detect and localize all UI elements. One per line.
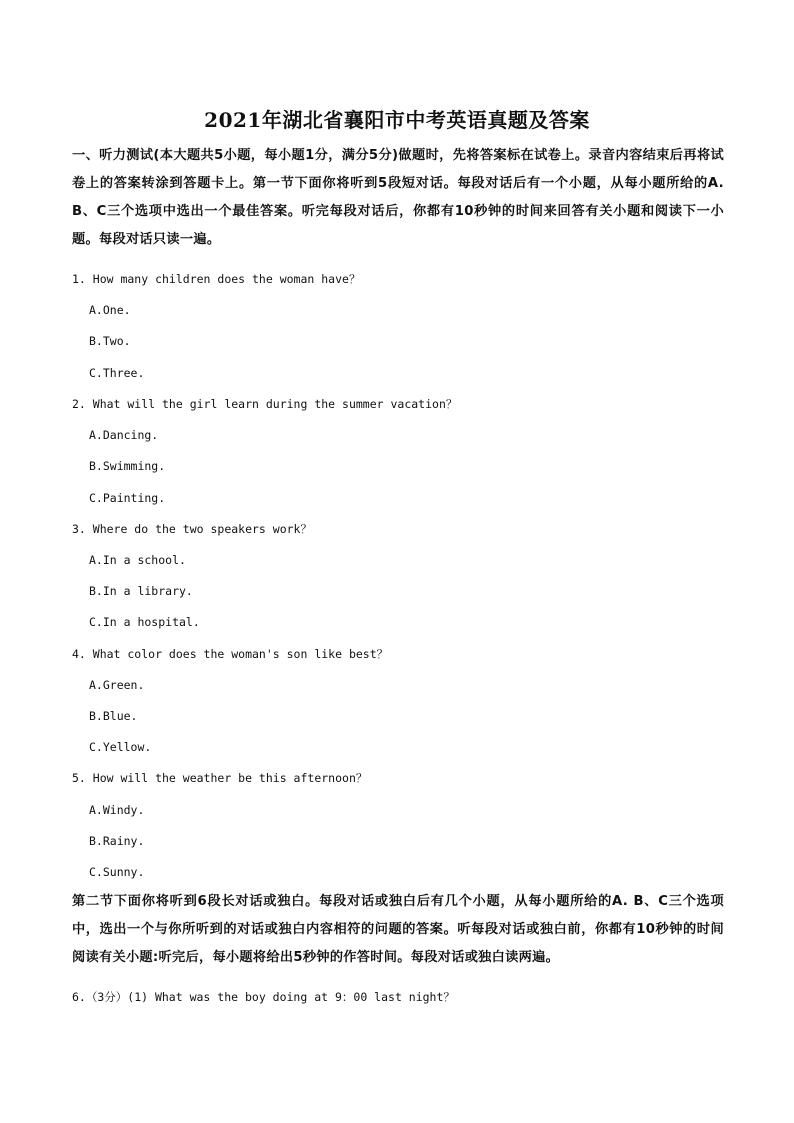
question-1-option-b: B.Two.: [89, 334, 131, 348]
question-6-stem: 6.（3分）(1) What was the boy doing at 9：00 last night？: [72, 990, 455, 1004]
question-2-option-b: B.Swimming.: [89, 459, 166, 473]
question-4-stem: 4. What color does the woman's son like best？: [72, 647, 389, 661]
question-5-option-a: A.Windy.: [89, 803, 145, 817]
question-3-stem: 3. Where do the two speakers work？: [72, 522, 312, 536]
question-5-option-c: C.Sunny.: [89, 865, 145, 879]
question-4-option-c: C.Yellow.: [89, 740, 152, 754]
question-3-option-b: B.In a library.: [89, 584, 193, 598]
section1-instructions: 一、听力测试(本大题共5小题，每小题1分，满分5分)做题时，先将答案标在试卷上。录音内容结束后再将试卷上的答案转涂到答题卡上。第一节下面你将听到5段短对话。每段对话后有一个小题，从每小题所给的A. B、C三个选项中选出一个最佳答案。听完每段对话后，你都有10秒钟的时间来回答有关小题和阅读下一小题。每段对话只读一遍。: [72, 148, 724, 247]
question-5-option-b: B.Rainy.: [89, 834, 145, 848]
section2-instructions: 第二节下面你将听到6段长对话或独白。每段对话或独白后有几个小题，从每小题所给的A. B、C三个选项中，选出一个与你所听到的对话或独白内容相符的问题的答案。听每段对话或独白前，你都有10秒钟的时间阅读有关小题:听完后，每小题将给出5秒钟的作答时间。每段对话或独白读两遍。: [72, 894, 724, 965]
question-3-option-c: C.In a hospital.: [89, 615, 200, 629]
question-4-option-b: B.Blue.: [89, 709, 138, 723]
page-title: 2021年湖北省襄阳市中考英语真题及答案: [204, 108, 590, 132]
question-5-stem: 5. How will the weather be this afternoon？: [72, 771, 368, 785]
question-4-option-a: A.Green.: [89, 678, 145, 692]
question-2-option-c: C.Painting.: [89, 491, 166, 505]
question-3-option-a: A.In a school.: [89, 553, 186, 567]
question-1-stem: 1. How many children does the woman have？: [72, 272, 361, 286]
question-1-option-a: A.One.: [89, 303, 131, 317]
question-2-stem: 2. What will the girl learn during the summer vacation？: [72, 397, 458, 411]
question-2-option-a: A.Dancing.: [89, 428, 159, 442]
question-1-option-c: C.Three.: [89, 366, 145, 380]
